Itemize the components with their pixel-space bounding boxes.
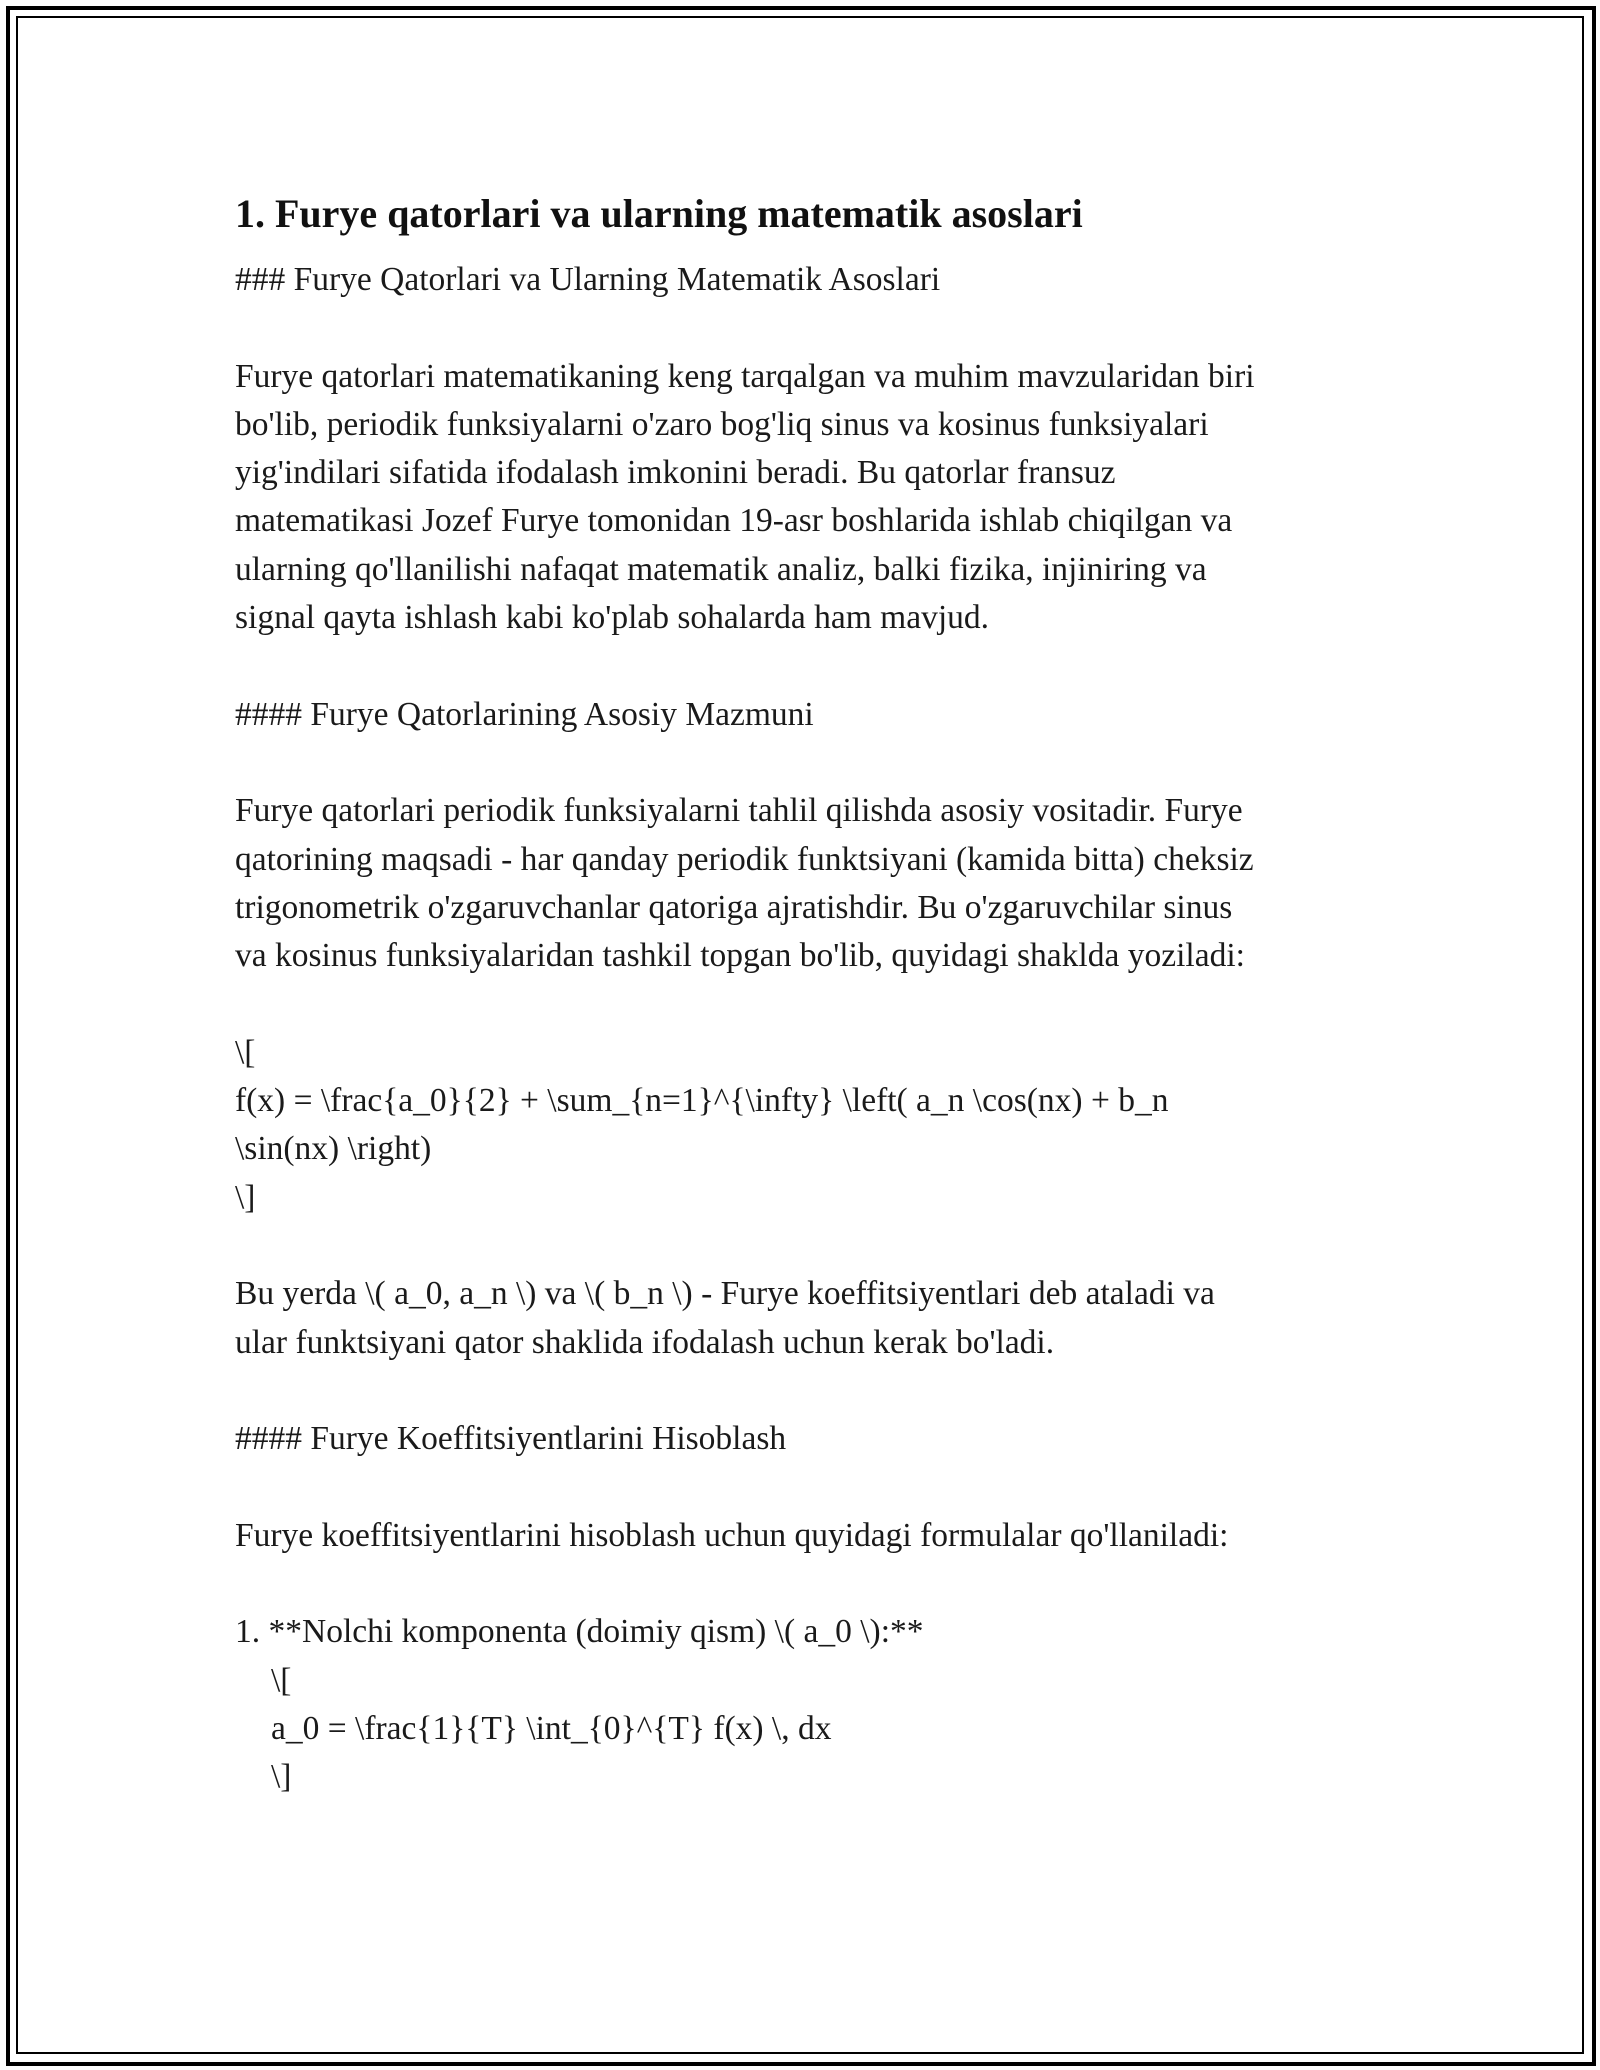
paragraph-line: trigonometrik o'zgaruvchanlar qatoriga ajratishdir. Bu o'zgaruvchilar sinus xyxy=(235,888,1233,926)
formula-line: \sin(nx) \right) xyxy=(235,1130,432,1168)
subsection-heading-content: #### Furye Qatorlarining Asosiy Mazmuni xyxy=(235,695,814,733)
paragraph-line: matematikasi Jozef Furye tomonidan 19-asr boshlarida ishlab chiqilgan va xyxy=(235,502,1233,540)
list-item xyxy=(235,1608,1365,1801)
fourier-series-formula xyxy=(235,1029,1365,1222)
list-item-label: 1. **Nolchi komponenta (doimiy qism) \( a_0 \):** xyxy=(235,1613,924,1651)
coefficient-note-paragraph xyxy=(235,1270,1365,1367)
paragraph-line: va kosinus funksiyalaridan tashkil topgan bo'lib, quyidagi shaklda yoziladi: xyxy=(235,937,1245,975)
paragraph-gap xyxy=(235,1560,1365,1608)
document-body xyxy=(235,185,1365,1802)
coefficient-intro-text: Furye koeffitsiyentlarini hisoblash uchun quyidagi formulalar qo'llaniladi: xyxy=(235,1516,1229,1554)
formula-line: a_0 = \frac{1}{T} \int_{0}^{T} f(x) \, dx xyxy=(271,1709,832,1747)
intro-paragraph xyxy=(235,353,1365,643)
formula-line: \] xyxy=(235,1178,256,1216)
subsection-heading-coefficients: #### Furye Koeffitsiyentlarini Hisoblash xyxy=(235,1420,787,1458)
paragraph-line: bo'lib, periodik funksiyalarni o'zaro bog'liq sinus va kosinus funksiyalari xyxy=(235,405,1209,443)
paragraph-line: ularning qo'llanilishi nafaqat matematik analiz, balki fizika, injiniring va xyxy=(235,550,1207,588)
paragraph-gap xyxy=(235,1463,1365,1511)
paragraph-line: Bu yerda \( a_0, a_n \) va \( b_n \) - Furye koeffitsiyentlari deb ataladi va xyxy=(235,1275,1215,1313)
content-paragraph xyxy=(235,787,1365,980)
document-title: 1. Furye qatorlari va ularning matematik asoslari xyxy=(235,191,1083,236)
paragraph-line: signal qayta ishlash kabi ko'plab sohalarda ham mavjud. xyxy=(235,599,990,637)
a0-formula xyxy=(235,1657,1365,1802)
section-heading-main: ### Furye Qatorlari va Ularning Matematik Asoslari xyxy=(235,261,941,298)
formula-line: f(x) = \frac{a_0}{2} + \sum_{n=1}^{\infty} \left( a_n \cos(nx) + b_n xyxy=(235,1082,1169,1120)
formula-line: \[ xyxy=(235,1033,256,1071)
paragraph-gap xyxy=(235,642,1365,690)
paragraph-line: yig'indilari sifatida ifodalash imkonini beradi. Bu qatorlar fransuz xyxy=(235,454,1116,492)
paragraph-line: Furye qatorlari matematikaning keng tarqalgan va muhim mavzularidan biri xyxy=(235,357,1255,395)
paragraph-gap xyxy=(235,1367,1365,1415)
paragraph-line: Furye qatorlari periodik funksiyalarni tahlil qilishda asosiy vositadir. Furye xyxy=(235,792,1243,830)
paragraph-gap xyxy=(235,739,1365,787)
formula-line: \[ xyxy=(271,1661,292,1699)
paragraph-line: qatorining maqsadi - har qanday periodik funktsiyani (kamida bitta) cheksiz xyxy=(235,840,1254,878)
paragraph-gap xyxy=(235,304,1365,352)
formula-line: \] xyxy=(271,1758,292,1796)
paragraph-gap xyxy=(235,1222,1365,1270)
paragraph-line: ular funktsiyani qator shaklida ifodalash uchun kerak bo'ladi. xyxy=(235,1323,1055,1361)
paragraph-gap xyxy=(235,980,1365,1028)
